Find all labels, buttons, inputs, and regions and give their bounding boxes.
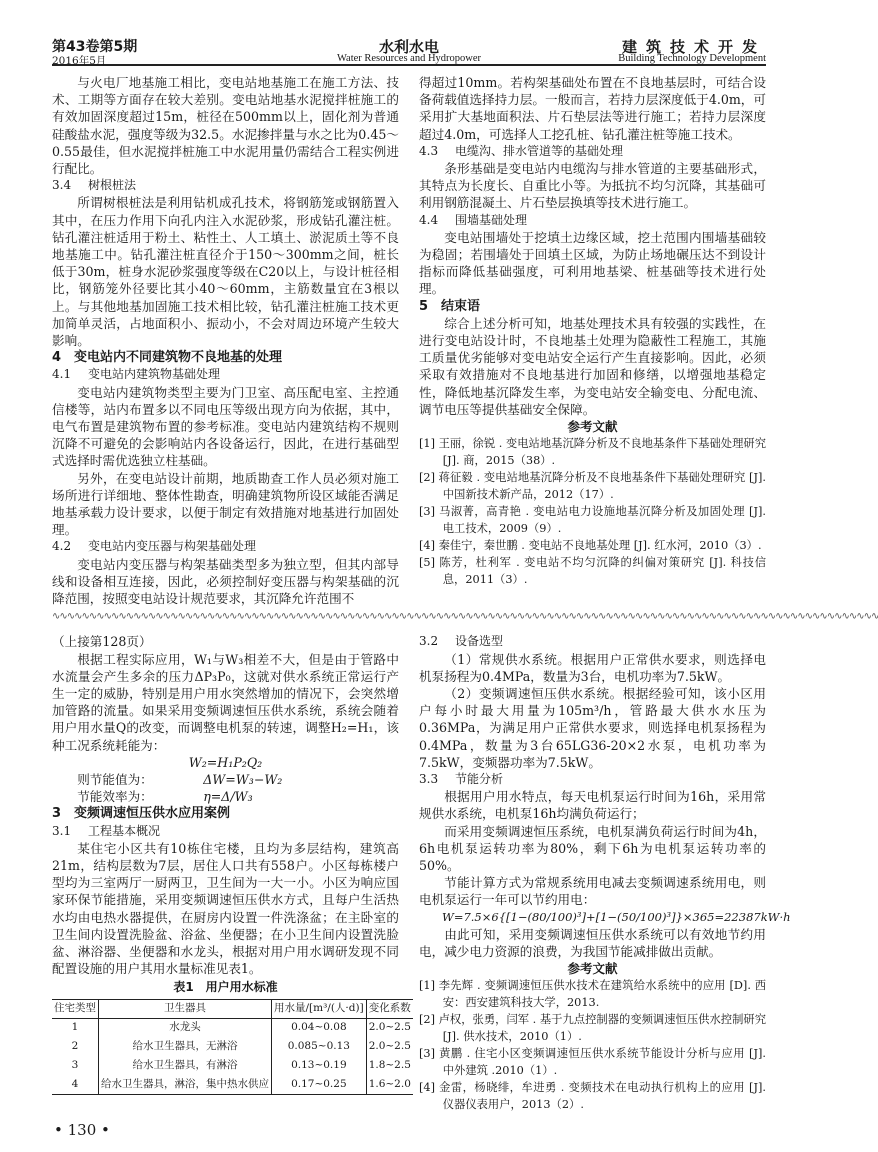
journal-title-en: Water Resources and Hydropower [336, 53, 482, 64]
cell: 给水卫生器具，有淋浴 [99, 1056, 272, 1075]
cell: 给水卫生器具，淋浴，集中热水供应 [99, 1075, 272, 1094]
equation-row [52, 771, 399, 788]
cell: 4 [71, 1077, 79, 1090]
cell: 0.13~0.19 [272, 1056, 367, 1075]
subsection-heading [52, 366, 399, 383]
cell: 0.085~0.13 [272, 1037, 367, 1056]
heading-text: 工程基本概况 [88, 823, 161, 838]
reference-item: [1] 王丽，徐锐 . 变电站地基沉降分析及不良地基条件下基础处理研究 [J]. 商，2015（38）. [419, 437, 766, 468]
equation-row [52, 788, 399, 805]
reference-item: [1] 李先辉 . 变频调速恒压供水技术在建筑给水系统中的应用 [D]. 西安：西安建筑科技大学，2013. [419, 979, 766, 1010]
paragraph: 而采用变频调速恒压系统，电机泵满负荷运行时间为4h，6h电机泵运转功率为80%，剩下6h为电机泵运转功率的50%。 [419, 823, 766, 873]
paragraph: （2）变频调速恒压供水系统。根据经验可知，该小区用户每小时最大用量为105m³/h，管路最大供水水压为0.36MPa，为满足用户正常供水要求，则选择电机泵扬程为0.4MPa，数量为3台65LG36-20×2水泵，电机功率为7.5kW，变频器功率为7.5kW。 [419, 685, 766, 770]
continued-note: （上接第128页） [52, 634, 152, 650]
table-header-row [52, 999, 413, 1018]
cell: 2.0~2.5 [366, 1037, 413, 1056]
cell: 1.8~2.5 [366, 1056, 413, 1075]
equation-label: 节能效率为： [77, 789, 153, 805]
heading-number: 3.4 [52, 178, 72, 193]
references-title: 参考文献 [567, 419, 618, 435]
column-header: 变化系数 [366, 999, 413, 1018]
journal-title-cn: 水利水电 [378, 38, 439, 56]
equation: W=7.5×6{[1−(80/100)³]+[1−(50/100)³]}×365=22387kW·h [442, 909, 791, 924]
section-title-en: Building Technology Development [618, 53, 766, 64]
equation: ΔW=W₃−W₂ [203, 771, 283, 787]
paragraph: 变电站围墙处于挖填土边缘区域，挖土范围内围墙基础较为稳固；若围墙处于回填土区域，为防止场地碾压达不到设计指标而降低基础强度，可利用地基梁、桩基础等技术进行处理。 [419, 229, 766, 297]
paragraph: 根据用户用水特点，每天电机泵运行时间为16h，采用常规供水系统，电机泵16h均满负荷运行； [419, 789, 766, 822]
column-header: 住宅类型 [52, 999, 99, 1018]
paragraph: （1）常规供水系统。根据用户正常供水要求，则选择电机泵扬程为0.4MPa，数量为3台，电机功率为7.5kW。 [419, 651, 766, 684]
equation: W₂=H₁P₂Q₂ [188, 754, 263, 770]
paragraph: 由此可知，采用变频调速恒压供水系统可以有效地节约用电，减少电力资源的浪费，为我国节能减排做出贡献。 [419, 926, 766, 959]
column-header: 卫生器具 [99, 999, 272, 1018]
cell: 1 [71, 1021, 79, 1034]
heading-text: 设备选型 [455, 634, 504, 649]
cell: 给水卫生器具，无淋浴 [99, 1037, 272, 1056]
reference-item: [4] 金雷，杨晓绯，牟进勇 . 变频技术在电动执行机构上的应用 [J]. 仪器仪表用户，2013（2）. [419, 1081, 766, 1112]
bottom-article-section [0, 633, 800, 1113]
table-title: 表1 用户用水标准 [173, 980, 278, 995]
cell: 1.6~2.0 [366, 1075, 413, 1094]
heading-text: 节能分析 [455, 771, 504, 786]
paragraph: 与火电厂地基施工相比，变电站地基施工在施工方法、技术、工期等方面存在较大差别。变电站地基水泥搅拌桩施工的有效加固深度超过15m，桩径在500mm以上，固化剂为普通硅酸盐水泥，强度等级为32.5。水泥掺拌量与水之比为0.45～0.55最佳，但水泥搅拌桩施工中水泥用量仍需结合工程实例进行配比。 [52, 75, 399, 177]
heading-text: 围墙基础处理 [455, 212, 528, 227]
section-heading: 5 结束语 [419, 298, 481, 314]
reference-item: [5] 陈芳，杜利军 . 变电站不均匀沉降的纠偏对策研究 [J]. 科技信息，2011（3）. [419, 556, 766, 587]
subsection-heading [419, 212, 766, 229]
paragraph: 根据工程实际应用，W₁与W₃相差不大，但是由于管路中水流量会产生多余的压力ΔP₃P₀，这就对供水系统正常运行产生一定的威胁，特别是用户用水突然增加的情况下，会突然增加管路的流量。如果采用变频调速恒压供水系统，系统会随着用户用水量Q的改变，而调整电机泵的转速，调整H₂=H₁，该种工况系统耗能为： [52, 651, 399, 753]
cell: 0.04~0.08 [272, 1018, 367, 1037]
bottom-right-column [419, 633, 791, 1113]
heading-text: 变电站内建筑物基础处理 [88, 367, 221, 382]
water-standard-table [52, 999, 413, 1095]
paragraph: 某住宅小区共有10栋住宅楼，且均为多层结构，建筑高21m，结构层数为7层，居住人口共有558户。小区每栋楼户型均为三室两厅一厨两卫，卫生间为一大一小。小区为响应国家环保节能措施，采用变频调速恒压供水方式，且每户生活热水均由电热水器提供，在厨房内设置一件洗涤盆；在主卧室的卫生间内设置洗脸盆、浴盆、坐便器；在小卫生间内设置洗脸盆、淋浴器、坐便器和水龙头，根据对用户用水调研发现不同配置设施的用户其用水量标准见表1。 [52, 840, 399, 977]
paragraph: 条形基础是变电站内电缆沟与排水管道的主要基础形式，其特点为长度长、自重比小等。为抵抗不均匀沉降，其基础可利用钢筋混凝土、片石垫层换填等技术进行施工。 [419, 161, 766, 211]
subsection-heading [52, 823, 399, 840]
page-number: • 130 • [54, 1121, 110, 1140]
heading-number: 3.3 [419, 771, 439, 786]
reference-item: [2] 卢权，张勇，闫军 . 基于九点控制器的变频调速恒压供水控制研究 [J]. 供水技术，2010（1）. [419, 1013, 766, 1044]
top-right-column [419, 74, 766, 607]
paragraph: 得超过10mm。若构架基础处布置在不良地基层时，可结合设备荷载值选择持力层。一般而言，若持力层深度低于4.0m，可采用扩大基地面积法、片石垫层法等进行施工；若持力层深度超过4.0m，可选择人工挖孔桩、钻孔灌注桩等施工技术。 [419, 75, 766, 142]
table-row [52, 1075, 413, 1094]
table-row [52, 1018, 413, 1037]
heading-number: 4.2 [52, 539, 72, 554]
heading-text: 变电站内变压器与构架基础处理 [88, 539, 257, 554]
section-title-cn: 建筑技术开发 [621, 38, 766, 56]
cell: 2.0~2.5 [366, 1018, 413, 1037]
table-row [52, 1056, 413, 1075]
cell: 2 [71, 1039, 79, 1052]
table-row [52, 1037, 413, 1056]
wavy-divider: ∿∿∿∿∿∿∿∿∿∿∿∿∿∿∿∿∿∿∿∿∿∿∿∿∿∿∿∿∿∿∿∿∿∿∿∿∿∿∿∿∿∿∿∿∿∿∿∿∿∿∿∿∿∿∿∿∿∿∿∿∿∿∿∿∿∿∿∿∿∿∿∿∿∿∿∿∿∿∿∿∿∿∿∿∿∿∿∿∿∿∿∿∿∿∿∿∿∿∿∿∿∿∿∿∿∿∿∿∿∿∿∿ [52, 611, 878, 623]
subsection-heading [419, 143, 766, 160]
cell: 3 [71, 1058, 79, 1071]
paragraph: 变电站内建筑物类型主要为门卫室、高压配电室、主控通信楼等，站内布置多以不同电压等级出现方向为依据，其中，电气布置是建筑物布置的参考标准。变电站内建筑结构不规则沉降不可避免的会影响站内各设备运行，因此，在进行基础型式选择时需优选独立柱基础。 [52, 384, 399, 469]
column-header: 用水量/[m³/(人·d)] [272, 999, 367, 1018]
reference-item: [3] 马淑菁，高青艳 . 变电站电力设施地基沉降分析及加固处理 [J]. 电工技术，2009（9）. [419, 505, 766, 536]
reference-item: [4] 秦佳宁，秦世鹏 . 变电站不良地基处理 [J]. 红水河，2010（3）. [419, 539, 762, 553]
heading-number: 3.1 [52, 823, 72, 838]
cell: 0.17~0.25 [272, 1075, 367, 1094]
subsection-heading [419, 771, 766, 788]
issue-date: 2016年5月 [52, 55, 107, 67]
equation-label: 则节能值为： [77, 771, 153, 787]
equation: η=Δ/W₃ [203, 789, 253, 805]
heading-number: 3.2 [419, 634, 439, 649]
top-article-section [0, 0, 800, 607]
cell: 水龙头 [99, 1018, 272, 1037]
paragraph: 所谓树根桩法是利用钻机成孔技术，将钢筋笼或钢筋置入其中，在压力作用下向孔内注入水泥砂浆，形成钻孔灌注桩。钻孔灌注桩适用于粉土、粘性土、人工填土、淤泥质土等不良地基施工中。钻孔灌注桩直径介于150～300mm之间，桩长低于30m，桩身水泥砂浆强度等级在C20以上，与设计桩径相比，钢筋笼外径要比其小40～60mm，主筋数量宜在3根以上。与其他地基加固施工技术相比较，钻孔灌注桩施工技术更加简单灵活，占地面积小、振动小，不会对周边环境产生较大影响。 [52, 195, 399, 349]
reference-item: [3] 黄鹏 . 住宅小区变频调速恒压供水系统节能设计分析与应用 [J]. 中外建筑 .2010（1）. [419, 1047, 766, 1078]
subsection-heading [52, 538, 399, 555]
paragraph: 另外，在变电站设计前期，地质勘查工作人员必须对施工场所进行详细地、整体性勘查，明确建筑物所设区域能否满足地基承载力设计要求，以便于制定有效措施对地基进行加固处理。 [52, 470, 399, 538]
heading-number: 4.1 [52, 367, 72, 382]
section-heading: 4 变电站内不同建筑物不良地基的处理 [52, 350, 283, 366]
top-left-column [52, 74, 399, 607]
paragraph: 变电站内变压器与构架基础类型多为独立型，但其内部导线和设备相互连接，因此，必须控制好变压器与构架基础的沉降范围，按照变电站设计规范要求，其沉降允许范围不 [52, 556, 399, 607]
paragraph: 综合上述分析可知，地基处理技术具有较强的实践性，在进行变电站设计时，不良地基土处理为隐蔽性工程施工，其施工质量优劣能够对变电站安全运行产生直接影响。因此，必须采取有效措施对不良地基进行加固和修缮，以增强地基稳定性，降低地基沉降发生率，为变电站安全输变电、分配电流、调节电压等提供基础安全保障。 [419, 315, 766, 417]
heading-text: 树根桩法 [88, 178, 137, 193]
section-heading: 3 变频调速恒压供水应用案例 [52, 806, 231, 822]
subsection-heading [52, 177, 399, 194]
heading-number: 4.4 [419, 212, 439, 227]
page-header [52, 36, 766, 66]
subsection-heading [419, 633, 766, 650]
reference-item: [2] 蒋征毅 . 变电站地基沉降分析及不良地基条件下基础处理研究 [J]. 中国新技术新产品，2012（17）. [419, 471, 766, 502]
volume-issue: 第43卷第5期 [52, 39, 138, 55]
heading-text: 电缆沟、排水管道等的基础处理 [455, 143, 624, 158]
bottom-left-column [52, 633, 411, 1113]
heading-number: 4.3 [419, 143, 439, 158]
paragraph: 节能计算方式为常规系统用电减去变频调速系统用电，则电机泵运行一年可以节约用电： [419, 875, 766, 908]
references-title: 参考文献 [567, 961, 618, 977]
